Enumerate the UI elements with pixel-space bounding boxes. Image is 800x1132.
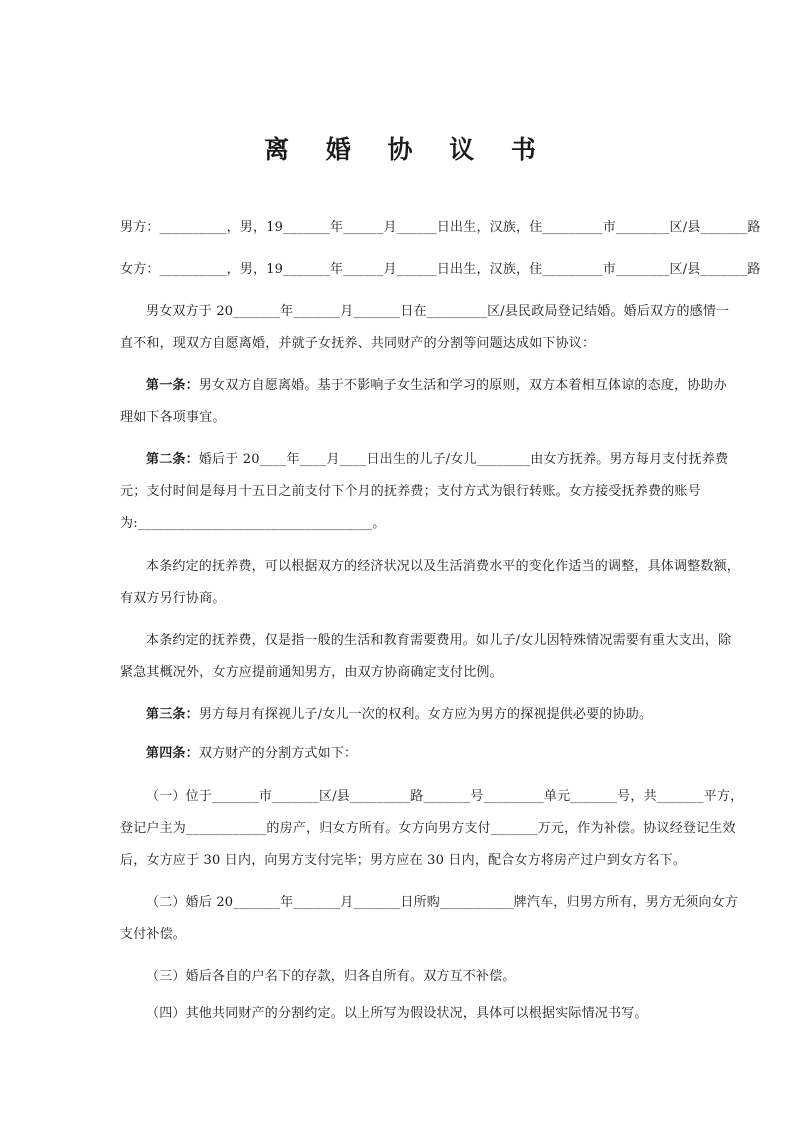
document-title: 离 婚 协 议 书 bbox=[264, 135, 550, 164]
item-3-line-1: （三）婚后各自的户名下的存款，归各自所有。双方互不补偿。 bbox=[146, 969, 516, 984]
item-2-line-2: 支付补偿。 bbox=[120, 927, 187, 942]
article-1-heading: 第一条： bbox=[146, 378, 199, 393]
intro-line-1: 男女双方于 20_______年_______月_______日在_________区/县民政局登记结婚。婚后双方的感情一 bbox=[146, 304, 730, 319]
article-2-text: 婚后于 20____年____月____日出生的儿子/女儿________由女方抚养。男方每月支付抚养费 bbox=[198, 452, 729, 467]
item-2-line-1: （二）婚后 20_______年_______月_______日所购___________牌汽车，归男方所有，男方无须向女方 bbox=[146, 895, 739, 910]
item-1-line-3: 后，女方应于 30 日内，向男方支付完毕；男方应在 30 日内，配合女方将房产过户到女方名下。 bbox=[120, 853, 687, 868]
article-1-text: 男女双方自愿离婚。基于不影响子女生活和学习的原则，双方本着相互体谅的态度，协助办 bbox=[198, 378, 727, 393]
article-4-line-1 bbox=[120, 744, 682, 764]
article-1-line-1 bbox=[120, 376, 727, 396]
item-4-line-1: （四）其他共同财产的分割约定。以上所写为假设状况，具体可以根据实际情况书写。 bbox=[146, 1006, 648, 1021]
article-4-text: 双方财产的分割方式如下： bbox=[198, 746, 358, 761]
article-2-para-2-line-2: 有双方另行协商。 bbox=[120, 591, 226, 606]
article-3-line-1 bbox=[120, 705, 682, 725]
male-party-line: 男方：__________，男，19_______年______月______日出生，汉族，住_________市________区/县_______路 bbox=[120, 220, 761, 235]
article-2-para-3-line-2: 紧急其概况外，女方应提前通知男方，由双方协商确定支付比例。 bbox=[120, 665, 503, 680]
intro-line-2: 直不和，现双方自愿离婚，并就子女抚养、共同财产的分割等问题达成如下协议： bbox=[120, 336, 596, 351]
article-2-heading: 第二条： bbox=[146, 452, 199, 467]
article-2-para-3-line-1: 本条约定的抚养费，仅是指一般的生活和教育需要费用。如儿子/女儿因特殊情况需要有重大支出，除 bbox=[146, 633, 732, 648]
item-1-line-1: （一）位于_______市_______区/县_________路_______号_________单元_______号，共_______平方， bbox=[146, 789, 744, 804]
article-2-line-3: 为:___________________________________。 bbox=[120, 516, 386, 531]
item-1-line-2: 登记户主为____________的房产，归女方所有。女方向男方支付_______万元，作为补偿。协议经登记生效 bbox=[120, 821, 736, 836]
article-1-line-2: 理如下各项事宜。 bbox=[120, 410, 226, 425]
article-2-line-2: 元；支付时间是每月十五日之前支付下个月的抚养费；支付方式为银行转账。女方接受抚养费的账号 bbox=[120, 484, 701, 499]
female-party-line: 女方：__________，男，19_______年______月______日出生，汉族，住_________市________区/县_______路 bbox=[120, 262, 761, 277]
article-2-para-2-line-1: 本条约定的抚养费，可以根据双方的经济状况以及生活消费水平的变化作适当的调整，具体调整数额， bbox=[146, 559, 741, 574]
article-4-heading: 第四条： bbox=[146, 746, 199, 761]
article-3-text: 男方每月有探视儿子/女儿一次的权利。女方应为男方的探视提供必要的协助。 bbox=[198, 707, 653, 722]
article-2-line-1 bbox=[120, 450, 729, 470]
article-3-heading: 第三条： bbox=[146, 707, 199, 722]
